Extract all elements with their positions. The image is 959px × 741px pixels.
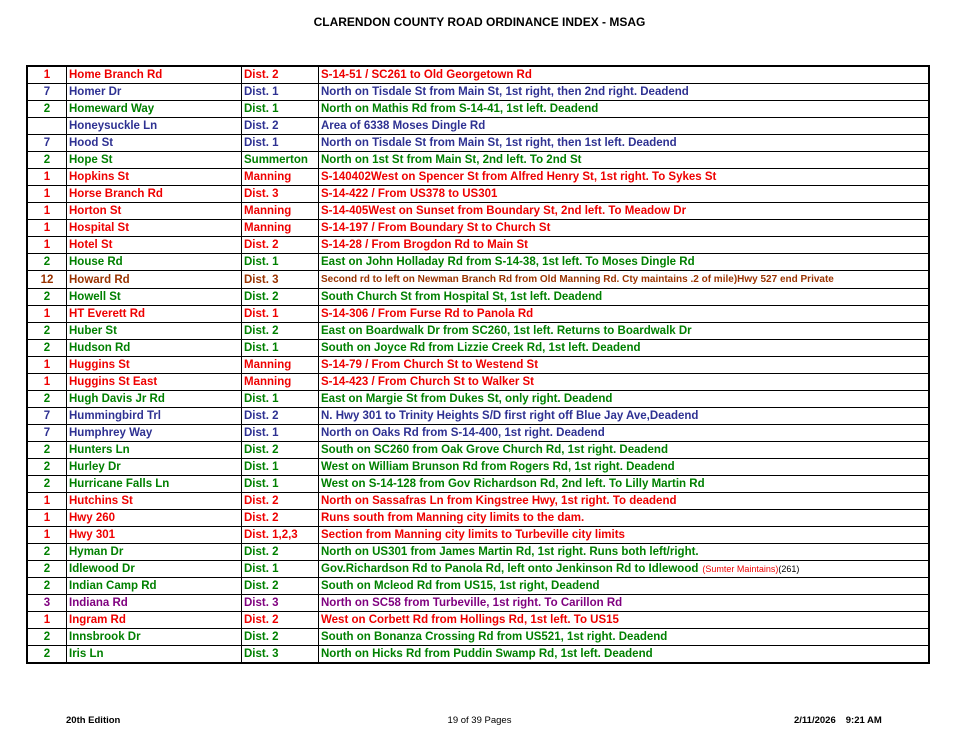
road-name: Hugh Davis Jr Rd	[67, 391, 242, 408]
road-name: Huggins St East	[67, 374, 242, 391]
district: Dist. 3	[242, 271, 319, 289]
road-description	[319, 101, 930, 118]
road-description	[319, 186, 930, 203]
description-text: North on Sassafras Ln from Kingstree Hwy, 1st right. To deadend	[321, 495, 677, 507]
table-row	[27, 169, 929, 186]
route-count: 1	[27, 510, 67, 527]
road-index-table	[26, 65, 930, 664]
district: Dist. 1	[242, 340, 319, 357]
road-description	[319, 254, 930, 271]
table-row	[27, 561, 929, 578]
district: Dist. 1	[242, 459, 319, 476]
district: Dist. 1	[242, 254, 319, 271]
road-description	[319, 271, 930, 289]
district: Dist. 3	[242, 186, 319, 203]
road-name: Hutchins St	[67, 493, 242, 510]
table-row	[27, 476, 929, 493]
district: Dist. 2	[242, 323, 319, 340]
route-count: 1	[27, 66, 67, 84]
district: Dist. 2	[242, 289, 319, 306]
description-text: South on Mcleod Rd from US15, 1st right, Deadend	[321, 580, 600, 592]
road-description	[319, 646, 930, 664]
road-name: Homeward Way	[67, 101, 242, 118]
route-count: 2	[27, 254, 67, 271]
district: Manning	[242, 169, 319, 186]
district: Dist. 1	[242, 476, 319, 493]
description-text: S-14-197 / From Boundary St to Church St	[321, 222, 551, 234]
road-name: Huggins St	[67, 357, 242, 374]
description-text: S-14-79 / From Church St to Westend St	[321, 359, 539, 371]
road-description	[319, 493, 930, 510]
description-text: S-14-28 / From Brogdon Rd to Main St	[321, 239, 529, 251]
route-count: 1	[27, 220, 67, 237]
road-name: Horse Branch Rd	[67, 186, 242, 203]
table-row	[27, 66, 929, 84]
route-count: 1	[27, 527, 67, 544]
road-name: Hummingbird Trl	[67, 408, 242, 425]
page-title: CLARENDON COUNTY ROAD ORDINANCE INDEX - MSAG	[313, 15, 646, 29]
description-text: Area of 6338 Moses Dingle Rd	[321, 120, 486, 132]
road-description	[319, 425, 930, 442]
road-description	[319, 459, 930, 476]
route-count: 2	[27, 476, 67, 493]
table-row	[27, 186, 929, 203]
road-description	[319, 408, 930, 425]
description-text: North on US301 from James Martin Rd, 1st right. Runs both left/right.	[321, 546, 699, 558]
description-text: S-14-306 / From Furse Rd to Panola Rd	[321, 308, 534, 320]
footer-date: 2/11/2026	[794, 715, 836, 726]
road-description	[319, 578, 930, 595]
table-row	[27, 578, 929, 595]
table-row	[27, 527, 929, 544]
district: Manning	[242, 220, 319, 237]
route-count: 7	[27, 425, 67, 442]
road-name: Ingram Rd	[67, 612, 242, 629]
table-row	[27, 493, 929, 510]
description-text: S-14-405West on Sunset from Boundary St, 2nd left. To Meadow Dr	[321, 205, 687, 217]
district: Dist. 1	[242, 135, 319, 152]
road-description	[319, 237, 930, 254]
road-name: Homer Dr	[67, 84, 242, 101]
district: Dist. 2	[242, 578, 319, 595]
route-count	[27, 118, 67, 135]
table-row	[27, 408, 929, 425]
route-count: 2	[27, 101, 67, 118]
road-description	[319, 340, 930, 357]
road-description	[319, 289, 930, 306]
footer-datetime	[794, 715, 882, 726]
road-name: Hyman Dr	[67, 544, 242, 561]
table-row	[27, 544, 929, 561]
route-count: 2	[27, 340, 67, 357]
road-name: Hope St	[67, 152, 242, 169]
table-row	[27, 340, 929, 357]
route-count: 2	[27, 544, 67, 561]
district: Dist. 2	[242, 118, 319, 135]
road-description	[319, 595, 930, 612]
description-text: East on Boardwalk Dr from SC260, 1st left. Returns to Boardwalk Dr	[321, 325, 692, 337]
table-row	[27, 510, 929, 527]
table-row	[27, 203, 929, 220]
district: Dist. 1,2,3	[242, 527, 319, 544]
road-name: Hotel St	[67, 237, 242, 254]
road-name: Indiana Rd	[67, 595, 242, 612]
description-text: West on William Brunson Rd from Rogers Rd, 1st right. Deadend	[321, 461, 675, 473]
road-description	[319, 629, 930, 646]
description-text: South on Joyce Rd from Lizzie Creek Rd, 1st left. Deadend	[321, 342, 641, 354]
table-row	[27, 595, 929, 612]
route-count: 2	[27, 152, 67, 169]
description-text: North on SC58 from Turbeville, 1st right. To Carillon Rd	[321, 597, 623, 609]
district: Dist. 2	[242, 544, 319, 561]
description-note: (Sumter Maintains)	[702, 564, 779, 574]
description-text: S-14-51 / SC261 to Old Georgetown Rd	[321, 69, 532, 81]
district: Dist. 1	[242, 306, 319, 323]
road-description	[319, 323, 930, 340]
district: Dist. 2	[242, 442, 319, 459]
description-text: S-14-422 / From US378 to US301	[321, 188, 498, 200]
road-name: Huber St	[67, 323, 242, 340]
description-text: East on Margie St from Dukes St, only right. Deadend	[321, 393, 613, 405]
road-description	[319, 135, 930, 152]
road-description	[319, 510, 930, 527]
road-description	[319, 220, 930, 237]
description-text: Section from Manning city limits to Turbeville city limits	[321, 529, 625, 541]
route-count: 12	[27, 271, 67, 289]
road-name: Idlewood Dr	[67, 561, 242, 578]
road-description	[319, 66, 930, 84]
district: Dist. 2	[242, 612, 319, 629]
route-count: 1	[27, 374, 67, 391]
table-row	[27, 101, 929, 118]
description-text: North on Tisdale St from Main St, 1st right, then 1st left. Deadend	[321, 137, 677, 149]
route-count: 2	[27, 289, 67, 306]
road-description	[319, 118, 930, 135]
description-text: N. Hwy 301 to Trinity Heights S/D first right off Blue Jay Ave,Deadend	[321, 410, 699, 422]
table-row	[27, 629, 929, 646]
table-row	[27, 442, 929, 459]
district: Dist. 1	[242, 84, 319, 101]
road-description	[319, 391, 930, 408]
table-row	[27, 374, 929, 391]
district: Dist. 2	[242, 510, 319, 527]
route-count: 7	[27, 135, 67, 152]
description-text: North on Oaks Rd from S-14-400, 1st right. Deadend	[321, 427, 605, 439]
table-row	[27, 357, 929, 374]
description-text: West on Corbett Rd from Hollings Rd, 1st left. To US15	[321, 614, 619, 626]
description-text: South on Bonanza Crossing Rd from US521, 1st right. Deadend	[321, 631, 668, 643]
route-count: 2	[27, 459, 67, 476]
road-name: Hudson Rd	[67, 340, 242, 357]
footer-time: 9:21 AM	[845, 715, 882, 726]
table-row	[27, 459, 929, 476]
route-count: 3	[27, 595, 67, 612]
table-row	[27, 289, 929, 306]
route-count: 2	[27, 629, 67, 646]
route-count: 2	[27, 391, 67, 408]
road-name: Honeysuckle Ln	[67, 118, 242, 135]
road-index-body	[27, 66, 929, 663]
road-name: Hunters Ln	[67, 442, 242, 459]
description-text: Runs south from Manning city limits to the dam.	[321, 512, 585, 524]
table-row	[27, 391, 929, 408]
footer-edition: 20th Edition	[66, 715, 121, 726]
description-text: S-140402West on Spencer St from Alfred Henry St, 1st right. To Sykes St	[321, 171, 717, 183]
road-description	[319, 442, 930, 459]
road-name: Howard Rd	[67, 271, 242, 289]
road-description	[319, 527, 930, 544]
road-name: Howell St	[67, 289, 242, 306]
road-name: Hwy 301	[67, 527, 242, 544]
table-row	[27, 271, 929, 289]
road-description	[319, 152, 930, 169]
table-row	[27, 254, 929, 271]
description-text: S-14-423 / From Church St to Walker St	[321, 376, 535, 388]
district: Manning	[242, 374, 319, 391]
road-description	[319, 203, 930, 220]
footer-pages: 19 of 39 Pages	[447, 715, 512, 726]
road-description	[319, 544, 930, 561]
road-description	[319, 476, 930, 493]
road-description	[319, 612, 930, 629]
road-name: Iris Ln	[67, 646, 242, 664]
district: Manning	[242, 203, 319, 220]
route-count: 7	[27, 84, 67, 101]
description-text: South on SC260 from Oak Grove Church Rd, 1st right. Deadend	[321, 444, 668, 456]
route-count: 1	[27, 169, 67, 186]
table-row	[27, 118, 929, 135]
district: Dist. 3	[242, 595, 319, 612]
description-text: West on S-14-128 from Gov Richardson Rd, 2nd left. To Lilly Martin Rd	[321, 478, 705, 490]
road-name: Hurricane Falls Ln	[67, 476, 242, 493]
district: Dist. 1	[242, 561, 319, 578]
route-count: 1	[27, 203, 67, 220]
table-row	[27, 237, 929, 254]
route-count: 2	[27, 323, 67, 340]
road-name: Hurley Dr	[67, 459, 242, 476]
route-count: 1	[27, 612, 67, 629]
district: Dist. 2	[242, 493, 319, 510]
route-count: 1	[27, 186, 67, 203]
road-name: Indian Camp Rd	[67, 578, 242, 595]
route-count: 1	[27, 357, 67, 374]
table-row	[27, 425, 929, 442]
district: Dist. 1	[242, 425, 319, 442]
table-row	[27, 220, 929, 237]
road-description	[319, 357, 930, 374]
table-row	[27, 152, 929, 169]
road-name: Humphrey Way	[67, 425, 242, 442]
description-text: North on Tisdale St from Main St, 1st right, then 2nd right. Deadend	[321, 86, 689, 98]
description-text: Gov.Richardson Rd to Panola Rd, left onto Jenkinson Rd to Idlewood	[321, 563, 699, 575]
road-name: Hopkins St	[67, 169, 242, 186]
road-description	[319, 306, 930, 323]
table-row	[27, 84, 929, 101]
district: Dist. 2	[242, 408, 319, 425]
road-name: Home Branch Rd	[67, 66, 242, 84]
road-name: HT Everett Rd	[67, 306, 242, 323]
table-row	[27, 646, 929, 664]
district: Dist. 2	[242, 629, 319, 646]
table-row	[27, 306, 929, 323]
description-suffix: (261)	[778, 564, 800, 574]
route-count: 2	[27, 646, 67, 664]
route-count: 2	[27, 442, 67, 459]
table-row	[27, 135, 929, 152]
route-count: 1	[27, 306, 67, 323]
description-text: South Church St from Hospital St, 1st left. Deadend	[321, 291, 603, 303]
district: Dist. 2	[242, 237, 319, 254]
road-name: Innsbrook Dr	[67, 629, 242, 646]
route-count: 1	[27, 237, 67, 254]
district: Manning	[242, 357, 319, 374]
route-count: 7	[27, 408, 67, 425]
description-text: North on Hicks Rd from Puddin Swamp Rd, 1st left. Deadend	[321, 648, 653, 660]
table-row	[27, 323, 929, 340]
road-description	[319, 169, 930, 186]
description-text: Second rd to left on Newman Branch Rd from Old Manning Rd. Cty maintains .2 of mile)Hwy 527 end Private	[321, 274, 834, 285]
description-text: North on 1st St from Main St, 2nd left. To 2nd St	[321, 154, 582, 166]
route-count: 1	[27, 493, 67, 510]
district: Dist. 3	[242, 646, 319, 664]
route-count: 2	[27, 561, 67, 578]
road-name: Hwy 260	[67, 510, 242, 527]
road-description	[319, 561, 930, 578]
table-row	[27, 612, 929, 629]
district: Dist. 1	[242, 101, 319, 118]
description-text: East on John Holladay Rd from S-14-38, 1st left. To Moses Dingle Rd	[321, 256, 695, 268]
road-description	[319, 374, 930, 391]
description-text: North on Mathis Rd from S-14-41, 1st left. Deadend	[321, 103, 599, 115]
road-name: House Rd	[67, 254, 242, 271]
road-name: Hood St	[67, 135, 242, 152]
road-name: Horton St	[67, 203, 242, 220]
road-name: Hospital St	[67, 220, 242, 237]
district: Summerton	[242, 152, 319, 169]
district: Dist. 1	[242, 391, 319, 408]
district: Dist. 2	[242, 66, 319, 84]
route-count: 2	[27, 578, 67, 595]
road-description	[319, 84, 930, 101]
